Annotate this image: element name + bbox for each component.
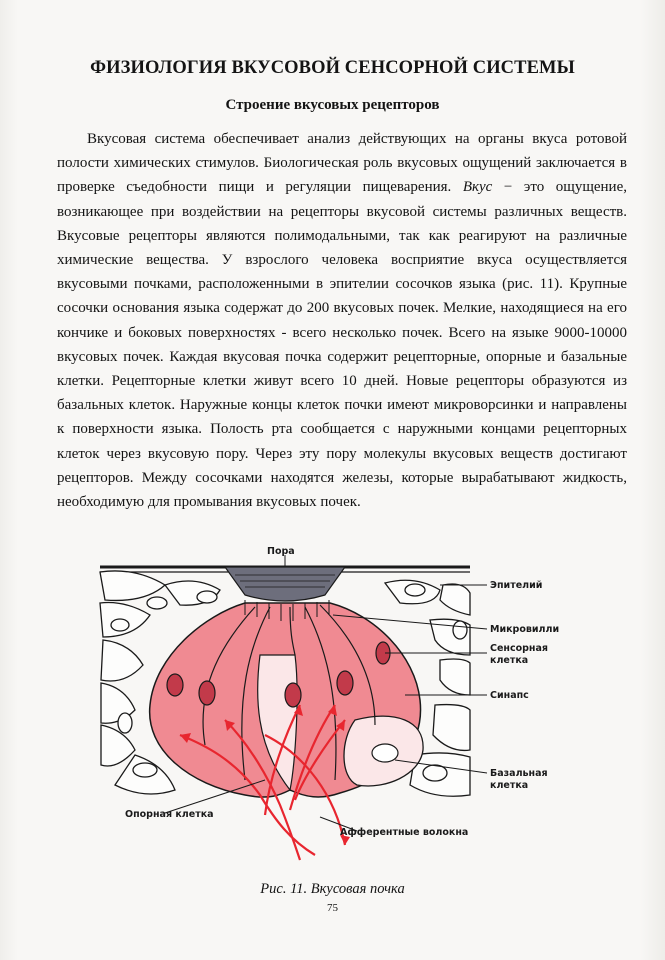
label-basal-cell-2: клетка bbox=[490, 780, 529, 791]
page-number: 75 bbox=[327, 902, 338, 914]
term-taste: Вкус bbox=[462, 179, 493, 196]
section-subtitle: Строение вкусовых рецепторов bbox=[225, 97, 440, 113]
label-epithelium: Эпителий bbox=[490, 580, 543, 591]
label-sensory-cell-1: Сенсорная bbox=[490, 643, 549, 654]
label-synapse: Синапс bbox=[490, 690, 529, 701]
label-microvilli: Микровилли bbox=[490, 624, 560, 635]
label-pore: Пора bbox=[267, 546, 295, 557]
page-title: ФИЗИОЛОГИЯ ВКУСОВОЙ СЕНСОРНОЙ СИСТЕМЫ bbox=[90, 58, 575, 78]
label-afferent-fibers: Афферентные волокна bbox=[340, 827, 469, 838]
body-paragraph bbox=[57, 127, 627, 514]
pore bbox=[225, 567, 345, 601]
label-sensory-cell-2: клетка bbox=[490, 655, 529, 666]
taste-bud bbox=[150, 603, 423, 797]
label-support-cell: Опорная клетка bbox=[125, 809, 214, 820]
taste-bud-diagram bbox=[95, 545, 585, 865]
label-basal-cell-1: Базальная bbox=[490, 768, 548, 779]
figure-caption: Рис. 11. Вкусовая почка bbox=[260, 881, 405, 897]
paragraph-text-2: − это ощущение, возникающее при воздействии на рецепторы вкусовой системы различных веществ. Вкусовые рецепторы являются полимодальными, так как реагируют на различные химические вещества. У взрослого человека восприятие вкуса осуществляется вкусовыми почками, расположенными в эпителии сосочков языка (рис. 11). Крупные сосочки основания языка содержат до 200 вкусовых почек. Мелкие, находящиеся на его кончике и боковых поверхностях - всего несколько почек. Всего на языке 9000-10000 вкусовых почек. Каждая вкусовая почка содержит рецепторные, опорные и базальные клетки. Рецепторные клетки живут всего 10 дней. Новые рецепторы образуются из базальных клеток. Наружные концы клеток почки имеют микроворсинки и направлены к поверхности языка. Полость рта сообщается с наружными концами рецепторных клеток через вкусовую пору. Через эту пору молекулы вкусовых веществ достигают рецепторов. Между сосочками находятся железы, которые вырабатывают жидкость, необходимую для промывания вкусовых почек. bbox=[57, 179, 627, 511]
paragraph-text-1: Вкусовая система обеспечивает анализ действующих на органы вкуса ротовой полости химических стимулов. Биологическая роль вкусовых ощущений заключается в проверке съедобности пищи и регуляции пищеварения. bbox=[57, 131, 627, 196]
